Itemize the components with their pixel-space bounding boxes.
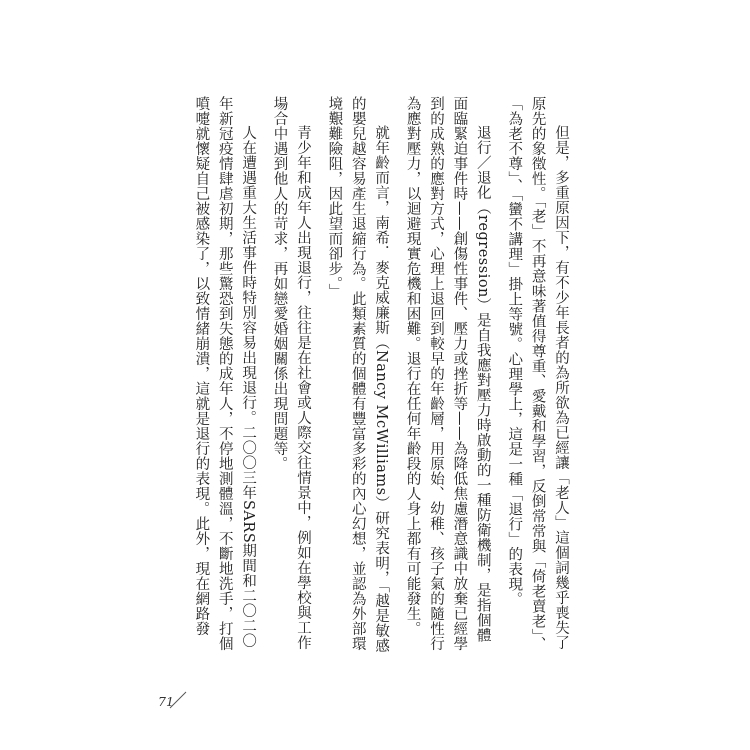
paragraph-4: 青少年和成年人出現退行，往往是在社會或人際交往情景中，例如在學校與工作場合中遇到他人的苛求，再如戀愛婚姻關係出現問題等。 <box>271 96 311 650</box>
paragraph-3: 就年齡而言，南希．麥克威廉斯（Nancy McWilliams）研究表明，「越是敏感的嬰兒越容易產生退縮行為。此類素質的個體有豐富多彩的內心幻想，並認為外部環境艱難險阻，因此望而卻步。」 <box>326 96 390 654</box>
vertical-text-body <box>189 96 572 656</box>
paragraph-1: 但是，多重原因下，有不少年長者的為所欲為已經讓「老人」這個詞幾乎喪失了原先的象徵性。「老」不再意味著值得尊重、愛戴和學習，反倒常常與「倚老賣老」、「為老不尊」、「蠻不講理」掛上等號。心理學上，這是一種「退行」的表現。 <box>506 96 569 652</box>
page-number-slash-decoration <box>168 690 188 710</box>
paragraph-2: 退行／退化（regression）是自我應對壓力時啟動的一種防衛機制，是指個體面臨緊迫事件時——創傷性事件、壓力或挫折等——為降低焦慮潛意識中放棄已經學到的成熟的應對方式，心理上退回到較早的年齡層，用原始、幼稚、孩子氣的隨性行為應對壓力，以迴避現實危機和困難。退行在任何年齡段的人身上都有可能發生。 <box>404 96 491 651</box>
page-number: 71 <box>158 694 174 709</box>
paragraph-5: 人在遭遇重大生活事件時特別容易出現退行。二〇〇三年SARS期間和二〇二〇年新冠疫情肆虐初期，那些驚恐到失態的成年人，不停地測體溫，不斷地洗手，打個噴嚏就懷疑自己被感染了，以致情緒崩潰，這就是退行的表現。此外，現在網路發 <box>193 96 257 651</box>
